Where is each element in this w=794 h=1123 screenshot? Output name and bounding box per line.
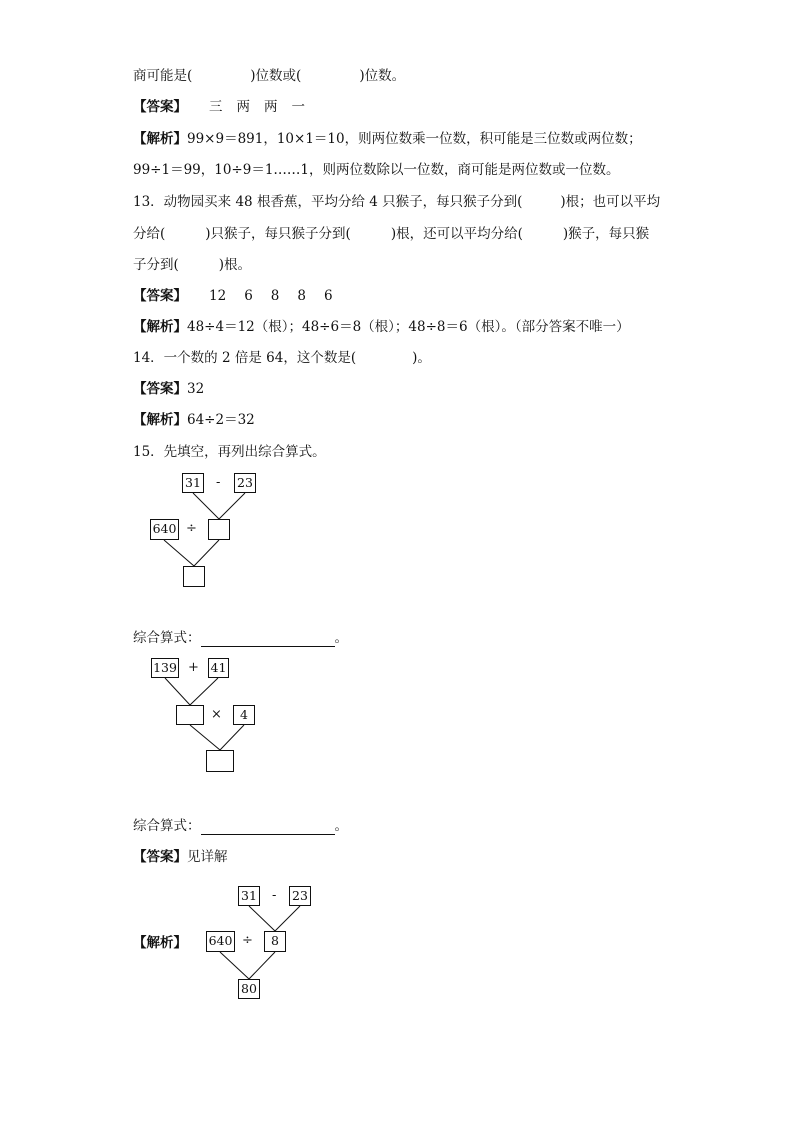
tree1-blank-mid[interactable]	[208, 519, 230, 540]
answer-label: 【答案】	[133, 849, 187, 865]
tree2-blank-result[interactable]	[206, 750, 234, 772]
tree2-box-b: 41	[208, 658, 229, 678]
answer-value: 12	[209, 288, 227, 304]
formula-line-2	[133, 817, 348, 835]
divide-operator: ÷	[186, 521, 197, 536]
multiply-operator: ×	[211, 707, 222, 722]
analysis-label: 【解析】	[133, 319, 187, 335]
q13-text: 子分到(	[133, 257, 179, 273]
answer-label: 【答案】	[133, 288, 187, 304]
tree3-box-result: 80	[238, 979, 260, 999]
minus-operator: -	[272, 888, 277, 903]
q13-text: )根。	[218, 257, 252, 273]
answer-value: 两	[264, 99, 278, 115]
formula-blank-2[interactable]	[201, 820, 335, 835]
answer-value: 三	[209, 99, 223, 115]
q13-text: )根，还可以平均分给(	[390, 226, 523, 242]
analysis-text: 99×9＝891，10×1＝10，则两位数乘一位数，积可能是三位数或两位数；	[187, 131, 642, 147]
q14-text: 14．一个数的 2 倍是 64，这个数是(	[133, 350, 357, 366]
tree2-box-a: 139	[151, 658, 179, 678]
analysis-label: 【解析】	[133, 131, 187, 147]
tree1-blank-result[interactable]	[183, 566, 205, 587]
tree2-box-c: 4	[233, 705, 255, 725]
divide-operator: ÷	[242, 933, 253, 948]
answer-label: 【答案】	[133, 99, 187, 115]
analysis-text: 99÷1＝99，10÷9＝1……1，则两位数除以一位数，商可能是两位数或一位数。	[133, 162, 620, 178]
analysis-label: 【解析】	[133, 412, 187, 428]
analysis-text: 48÷4＝12（根）；48÷6＝8（根）；48÷8＝6（根）。（部分答案不唯一）	[187, 319, 630, 335]
q13-text: 13．动物园买来 48 根香蕉，平均分给 4 只猴子，每只猴子分到(	[133, 194, 523, 210]
tree3-box-mid: 8	[264, 931, 286, 952]
tree3-box-c: 640	[206, 931, 235, 952]
answer-value: 一	[291, 99, 305, 115]
answer-value: 8	[270, 288, 280, 304]
answer-value: 8	[297, 288, 306, 304]
tree1-box-c: 640	[150, 519, 179, 540]
answer-value: 见详解	[187, 849, 228, 865]
answer-value: 6	[244, 288, 253, 304]
tree1-box-a: 31	[182, 473, 204, 493]
q12-text-3: )位数。	[359, 68, 406, 84]
q15-analysis-label-line	[133, 934, 187, 952]
q13-text: )根；也可以平均	[560, 194, 661, 210]
q12-text-2: )位数或(	[250, 68, 302, 84]
tree3-box-b: 23	[289, 886, 311, 906]
analysis-text: 64÷2＝32	[187, 412, 255, 428]
q15-text: 15．先填空，再列出综合算式。	[133, 444, 326, 460]
tree2-blank-mid[interactable]	[176, 705, 204, 725]
plus-operator: +	[188, 660, 199, 675]
formula-line-1	[133, 629, 348, 647]
formula-label: 综合算式：	[133, 630, 201, 646]
formula-end: 。	[334, 818, 348, 834]
q15-answer	[133, 848, 228, 866]
answer-value: 6	[323, 288, 333, 304]
tree1-box-b: 23	[234, 473, 256, 493]
answer-label: 【答案】	[133, 381, 187, 397]
q12-text-1: 商可能是(	[133, 68, 193, 84]
q13-text: )猴子，每只猴	[562, 226, 650, 242]
tree3-box-a: 31	[238, 886, 260, 906]
answer-value: 32	[187, 381, 205, 397]
analysis-label: 【解析】	[133, 935, 187, 951]
minus-operator: -	[216, 475, 221, 490]
answer-value: 两	[236, 99, 250, 115]
formula-label: 综合算式：	[133, 818, 201, 834]
formula-blank-1[interactable]	[201, 632, 335, 647]
q13-text: )只猴子，每只猴子分到(	[205, 226, 351, 242]
q13-text: 分给(	[133, 226, 166, 242]
q14-text: )。	[412, 350, 431, 366]
formula-end: 。	[334, 630, 348, 646]
